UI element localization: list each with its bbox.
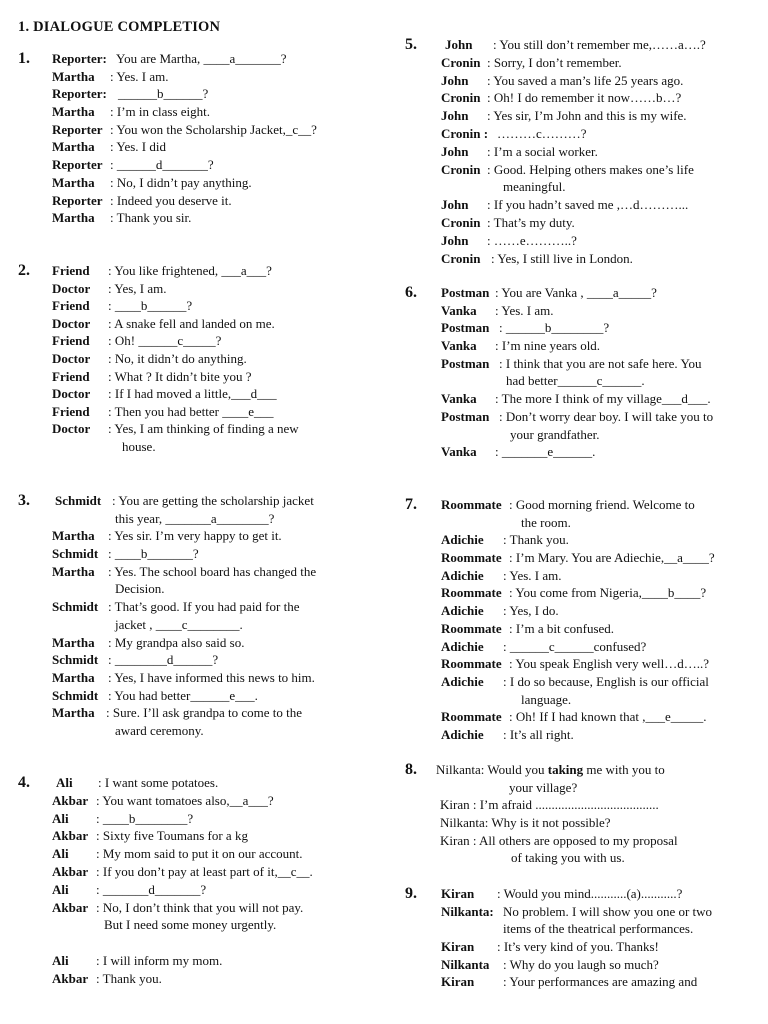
line-text: : Good. Helping others makes one’s life xyxy=(487,161,694,177)
speaker: Reporter: xyxy=(52,51,107,66)
line-text: : You like frightened, ___a___? xyxy=(108,263,272,278)
line-text: : ……e………..? xyxy=(487,232,577,248)
speaker: Cronin xyxy=(441,54,481,70)
speaker: Akbar xyxy=(52,863,89,879)
line-text: : _______e______. xyxy=(495,444,596,460)
line-text: Decision. xyxy=(115,581,165,597)
line-text: your village? xyxy=(509,779,578,795)
line-text: meaningful. xyxy=(503,179,566,195)
line-text: You are Martha, ____a_______? xyxy=(116,51,287,66)
speaker: Postman xyxy=(441,355,490,371)
line-text: award ceremony. xyxy=(115,722,204,738)
dialogue-number: 3. xyxy=(18,492,30,509)
line-text: language. xyxy=(521,691,572,707)
dialogue-number: 2. xyxy=(18,262,30,279)
line-text: items of the theatrical performances. xyxy=(503,921,694,937)
line-text: : No, I didn’t pay anything. xyxy=(110,174,252,190)
line-text: Nilkanta: Would you xyxy=(436,762,545,777)
line-text: : ______c______confused? xyxy=(503,638,647,654)
speaker: Martha xyxy=(52,528,95,544)
speaker: Martha xyxy=(52,563,95,579)
dialogue-number: 1. xyxy=(18,50,30,67)
speaker: Schmidt xyxy=(52,546,99,562)
line-text: : You still don’t remember me,……a….? xyxy=(493,37,706,52)
speaker: Martha xyxy=(52,174,95,190)
line-text: : _______d_______? xyxy=(96,881,207,897)
speaker: Schmidt xyxy=(52,652,99,668)
speaker: Martha xyxy=(52,634,95,650)
speaker: Martha xyxy=(52,104,95,120)
line-text: me with you to xyxy=(586,762,665,777)
speaker: Adichie xyxy=(441,673,484,689)
line-text: : You had better______e___. xyxy=(108,687,258,703)
line-text: : Yes. The school board has changed the xyxy=(108,563,317,579)
line-text: : Thank you. xyxy=(503,532,569,548)
speaker: Kiran xyxy=(441,886,475,901)
speaker: Ali xyxy=(56,775,73,790)
line-text: : If you don’t pay at least part of it,__c__. xyxy=(96,863,313,879)
line-text: No problem. I will show you one or two xyxy=(503,903,713,919)
line-text: : Would you mind...........(a)...........? xyxy=(497,886,683,901)
line-text: : I think that you are not safe here. You xyxy=(499,355,702,371)
line-text: But I need some money urgently. xyxy=(104,917,277,933)
speaker: Martha xyxy=(52,705,95,721)
line-text: : A snake fell and landed on me. xyxy=(108,315,275,331)
speaker: Cronin xyxy=(441,161,481,177)
line-text: : Yes. I am. xyxy=(110,68,169,84)
line-text: : Don’t worry dear boy. I will take you to xyxy=(499,408,714,424)
speaker: Cronin xyxy=(441,214,481,230)
speaker: John xyxy=(441,197,469,213)
line-text: ………c………? xyxy=(497,125,587,141)
line-text: your grandfather. xyxy=(510,426,600,442)
speaker: Martha xyxy=(52,139,95,155)
line-text: had better______c______. xyxy=(506,373,645,389)
line-text: : I want some potatoes. xyxy=(98,775,219,790)
line-text: : I do so because, English is our official xyxy=(503,673,709,689)
line-text: : Yes sir. I’m very happy to get it. xyxy=(108,528,282,544)
dialogue-number: 9. xyxy=(405,885,417,902)
speaker: Doctor xyxy=(52,421,91,437)
speaker: Nilkanta xyxy=(441,956,490,972)
speaker: Friend xyxy=(52,368,90,384)
line-text: : Oh! If I had known that ,___e_____. xyxy=(509,709,707,725)
speaker: Adichie xyxy=(441,603,484,619)
speaker: Ali xyxy=(52,846,69,862)
line-text: : ______b________? xyxy=(499,320,610,336)
speaker: Doctor xyxy=(52,386,91,402)
speaker: Vanka xyxy=(441,391,477,407)
dialogue-number: 5. xyxy=(405,36,417,53)
line-text: : No, it didn’t do anything. xyxy=(108,350,247,366)
dialogue-number: 4. xyxy=(18,774,30,791)
speaker: Cronin xyxy=(441,90,481,106)
line-text: : Yes, I still live in London. xyxy=(491,250,633,266)
line-text: : I’m nine years old. xyxy=(495,338,601,354)
line-text: : Yes sir, I’m John and this is my wife. xyxy=(487,108,687,124)
line-text: Kiran : All others are opposed to my proposal xyxy=(440,832,678,848)
speaker: John xyxy=(441,232,469,248)
speaker: Friend xyxy=(52,403,90,419)
speaker: Ali xyxy=(52,810,69,826)
line-text: Nilkanta: Why is it not possible? xyxy=(440,815,611,831)
line-text: the room. xyxy=(521,514,571,530)
line-text: : Thank you. xyxy=(96,970,162,986)
line-text: of taking you with us. xyxy=(511,850,625,866)
speaker: Ali xyxy=(52,952,69,968)
line-text: : You won the Scholarship Jacket,_c__? xyxy=(110,121,317,137)
line-text: : I’m a bit confused. xyxy=(509,620,615,636)
bold-word: taking xyxy=(547,762,584,777)
line-text: : My mom said to put it on our account. xyxy=(96,846,303,862)
speaker: Martha xyxy=(52,669,95,685)
line-text: : Sorry, I don’t remember. xyxy=(487,54,622,70)
speaker: Martha xyxy=(52,68,95,84)
line-text: : You come from Nigeria,____b____? xyxy=(509,585,707,601)
line-text: : My grandpa also said so. xyxy=(108,634,245,650)
line-text: : I’m in class eight. xyxy=(110,104,211,120)
line-text: : I will inform my mom. xyxy=(96,952,223,968)
line-text: : I’m a social worker. xyxy=(487,143,598,159)
line-text: : Why do you laugh so much? xyxy=(503,956,659,972)
line-text: : It’s very kind of you. Thanks! xyxy=(497,939,659,955)
speaker: Reporter xyxy=(52,121,103,137)
line-text: : Sure. I’ll ask grandpa to come to the xyxy=(106,705,303,721)
line-text: : If I had moved a little,___d___ xyxy=(108,386,277,402)
line-text: : Then you had better ____e___ xyxy=(108,403,274,419)
line-text: : I’m Mary. You are Adiechie,__a____? xyxy=(509,550,715,566)
line-text: : ____b________? xyxy=(96,810,194,826)
speaker: Roommate xyxy=(441,709,502,725)
line-text: : ______d_______? xyxy=(110,157,214,173)
line-text: : ____b_______? xyxy=(108,546,199,562)
speaker: Adichie xyxy=(441,638,484,654)
speaker: Adichie xyxy=(441,567,484,583)
speaker: Adichie xyxy=(441,532,484,548)
line-text: : ____b______? xyxy=(108,298,193,314)
line-text: house. xyxy=(122,438,156,454)
speaker: Doctor xyxy=(52,280,91,296)
line-text: : Thank you sir. xyxy=(110,210,192,226)
line-text: : Sixty five Toumans for a kg xyxy=(96,828,248,844)
line-text: : If you hadn’t saved me ,…d………... xyxy=(487,197,689,213)
line-text: Kiran : I’m afraid ...................................... xyxy=(440,797,659,813)
speaker: Kiran xyxy=(441,939,475,955)
speaker: Doctor xyxy=(52,315,91,331)
speaker: Friend xyxy=(52,263,90,278)
line-text: this year, _______a________? xyxy=(115,510,275,526)
line-text: : The more I think of my village___d___. xyxy=(495,391,711,407)
line-text: : Yes, I do. xyxy=(503,603,559,619)
speaker: Doctor xyxy=(52,350,91,366)
dialogue-number: 6. xyxy=(405,284,417,301)
speaker: Nilkanta: xyxy=(441,903,494,919)
line-text: : Indeed you deserve it. xyxy=(110,192,232,208)
line-text: : Yes, I am. xyxy=(108,280,167,296)
speaker: Ali xyxy=(52,881,69,897)
speaker: Akbar xyxy=(52,899,89,915)
speaker: John xyxy=(441,108,469,124)
line-text: ______b______? xyxy=(118,86,209,102)
speaker: Roommate xyxy=(441,550,502,566)
speaker: Friend xyxy=(52,298,90,314)
speaker: Schmidt xyxy=(52,687,99,703)
line-text: : Yes, I am thinking of finding a new xyxy=(108,421,299,437)
line-text: : Oh! ______c_____? xyxy=(108,333,222,349)
speaker: Reporter: xyxy=(52,86,107,102)
speaker: Postman xyxy=(441,285,490,300)
speaker: Martha xyxy=(52,210,95,226)
line-text: : Yes. I am. xyxy=(495,302,554,318)
line-text: : ________d______? xyxy=(108,652,219,668)
speaker: Akbar xyxy=(52,792,89,808)
line-text: : Good morning friend. Welcome to xyxy=(509,497,695,512)
line-text: : It’s all right. xyxy=(503,726,574,742)
line-text: : You are getting the scholarship jacket xyxy=(112,493,314,508)
speaker: John xyxy=(445,37,473,52)
speaker: Postman xyxy=(441,408,490,424)
speaker: Reporter xyxy=(52,192,103,208)
line-text: : That’s good. If you had paid for the xyxy=(108,599,300,615)
speaker: Akbar xyxy=(52,970,89,986)
speaker: Roommate xyxy=(441,656,502,672)
speaker: Schmidt xyxy=(55,493,102,508)
speaker: Akbar xyxy=(52,828,89,844)
speaker: Reporter xyxy=(52,157,103,173)
speaker: Friend xyxy=(52,333,90,349)
line-text: : Yes, I have informed this news to him. xyxy=(108,669,315,685)
line-text: : Yes. I am. xyxy=(503,567,562,583)
speaker: John xyxy=(441,72,469,88)
speaker: John xyxy=(441,143,469,159)
line-text: : You are Vanka , ____a_____? xyxy=(495,285,657,300)
speaker: Roommate xyxy=(441,620,502,636)
line-text: : You speak English very well…d…..? xyxy=(509,656,710,672)
speaker: Vanka xyxy=(441,338,477,354)
speaker: Vanka xyxy=(441,302,477,318)
line-text: : You want tomatoes also,__a___? xyxy=(96,792,274,808)
speaker: Schmidt xyxy=(52,599,99,615)
speaker: Vanka xyxy=(441,444,477,460)
line-text: : What ? It didn’t bite you ? xyxy=(108,368,252,384)
line-text: : Oh! I do remember it now……b…? xyxy=(487,90,682,106)
speaker: Roommate xyxy=(441,585,502,601)
line-text: : That’s my duty. xyxy=(487,214,575,230)
dialogue-number: 8. xyxy=(405,761,417,778)
dialogue-number: 7. xyxy=(405,496,417,513)
line-text: jacket , ____c________. xyxy=(115,616,243,632)
speaker: Postman xyxy=(441,320,490,336)
speaker: Kiran xyxy=(441,974,475,990)
line-text: : Your performances are amazing and xyxy=(503,974,698,990)
line-text: : No, I don’t think that you will not pay. xyxy=(96,899,304,915)
speaker: Roommate xyxy=(441,497,502,512)
line-text: : Yes. I did xyxy=(110,139,166,155)
page-heading: 1. DIALOGUE COMPLETION xyxy=(18,19,221,35)
line-text: : You saved a man’s life 25 years ago. xyxy=(487,72,684,88)
speaker: Cronin : xyxy=(441,125,489,141)
speaker: Adichie xyxy=(441,726,484,742)
speaker: Cronin xyxy=(441,250,481,266)
